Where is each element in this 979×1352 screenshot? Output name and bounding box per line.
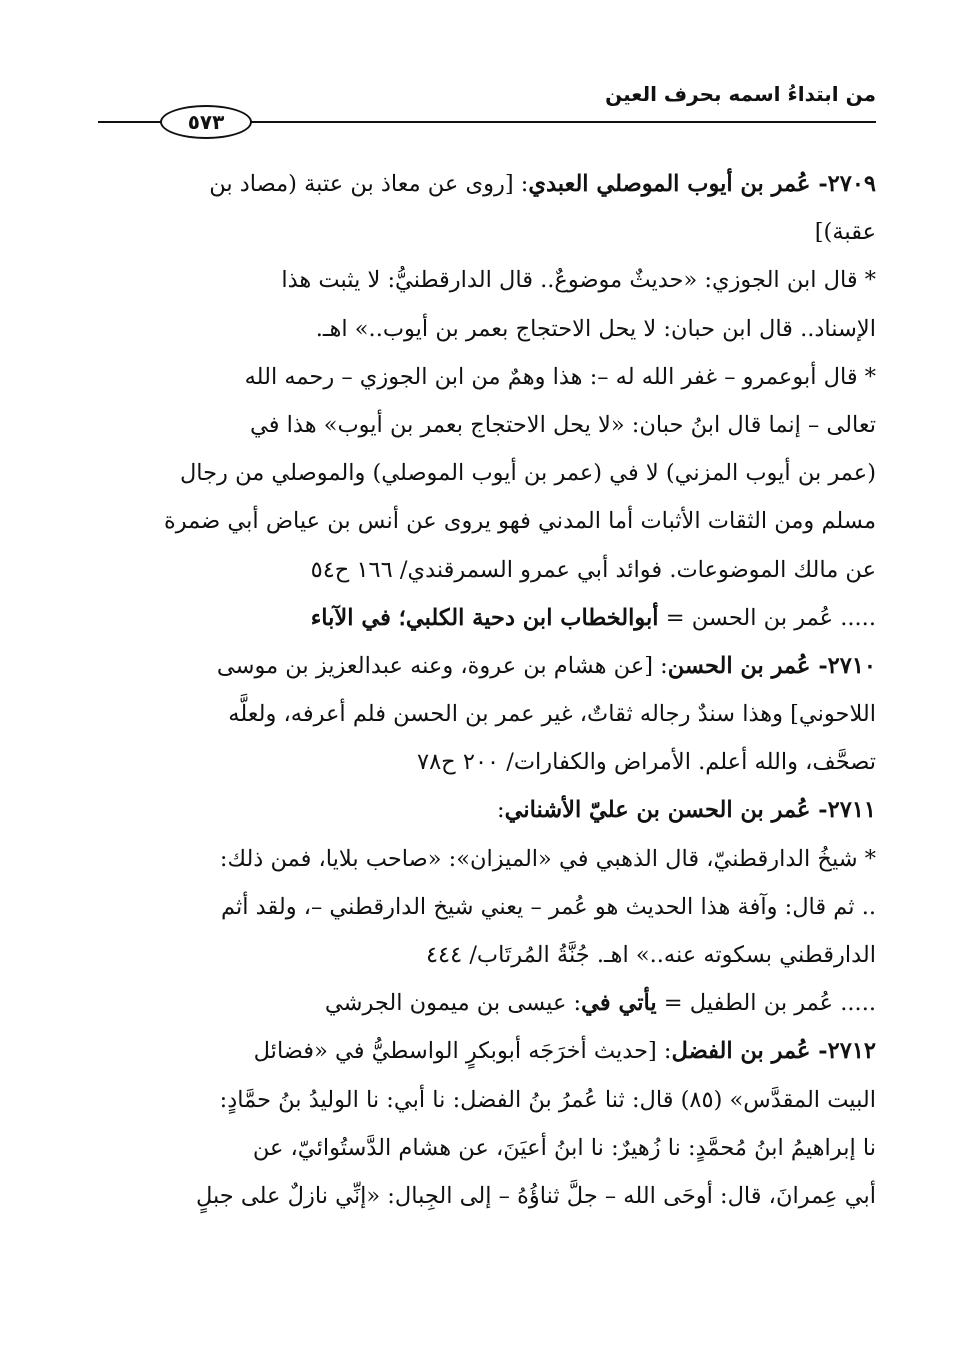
body-text: تصحَّف، والله أعلم. الأمراض والكفارات/ ٢٠٠ ح٧٨ [417,749,876,776]
text-line [98,642,876,690]
bold-heading-text: ٢٧١١- عُمر بن الحسن بن عليّ الأشناني [504,797,876,824]
text-line [98,1124,876,1172]
body-text: ..... عُمر بن الحسن = [658,604,876,631]
body-text: : [497,797,505,824]
text-line [98,690,876,738]
body-text: البيت المقدَّس» (٨٥) قال: ثنا عُمرُ بنُ الفضل: نا أبي: نا الوليدُ بنُ حمَّادٍ: [219,1086,876,1113]
text-line [98,208,876,256]
text-line [98,546,876,594]
text-line [98,931,876,979]
text-line [98,256,876,304]
text-line [98,738,876,786]
bold-heading-text: ٢٧١٠- عُمر بن الحسن [667,652,876,679]
body-text: : عيسى بن ميمون الجرشي [324,990,582,1017]
text-line [98,594,876,642]
body-text: عن مالك الموضوعات. فوائد أبي عمرو السمرقندي/ ١٦٦ ح٥٤ [310,556,876,583]
body-text: الإسناد.. قال ابن حبان: لا يحل الاحتجاج بعمر بن أيوب..» اهـ. [315,315,876,342]
body-text: تعالى – إنما قال ابنُ حبان: «لا يحل الاحتجاج بعمر بن أيوب» هذا في [249,411,876,438]
text-line [98,1172,876,1220]
page-header [98,78,876,138]
text-line [98,835,876,883]
body-text: الدارقطني بسكوته عنه..» اهـ. جُنَّةُ المُرتَاب/ ٤٤٤ [425,942,876,968]
body-text: (عمر بن أيوب المزني) لا في (عمر بن أيوب الموصلي) والموصلي من رجال [179,460,876,487]
text-line [98,497,876,545]
text-line [98,1027,876,1075]
text-line [98,979,876,1027]
body-text: مسلم ومن الثقات الأثبات أما المدني فهو يروى عن أنس بن عياض أبي ضمرة [163,508,876,535]
body-text: عقبة)] [814,219,876,246]
body-text: : [روى عن معاذ بن عتبة (مصاد بن [209,171,529,197]
text-line [98,883,876,931]
page-body [98,160,876,1220]
text-line [98,305,876,353]
text-line [98,401,876,449]
body-text: : [حديث أخرَجَه أبوبكرٍ الواسطيُّ في «فضائل [253,1038,672,1065]
body-text: * قال أبوعمرو – غفر الله له –: هذا وهمٌ من ابن الجوزي – رحمه الله [244,363,876,390]
body-text: .. ثم قال: وآفة هذا الحديث هو عُمر – يعني شيخ الدارقطني –، ولقد أثم [221,893,876,920]
body-text: : [عن هشام بن عروة، وعنه عبدالعزيز بن موسى [216,652,668,679]
running-title: من ابتداءُ اسمه بحرف العين [605,82,876,106]
body-text: أبي عِمرانَ، قال: أوحَى الله – جلَّ ثناؤُهُ – إلى الجِبال: «إنِّي نازلٌ على جبلٍ [195,1182,876,1209]
body-text: ..... عُمر بن الطفيل = [656,990,876,1017]
body-text: * شيخُ الدارقطنيّ، قال الذهبي في «الميزان»: «صاحب بلايا، فمن ذلك: [219,845,876,872]
page-number-badge: ٥٧٣ [160,105,252,139]
text-line [98,1076,876,1124]
text-line [98,786,876,834]
text-line [98,353,876,401]
body-text: اللاحوني] وهذا سندٌ رجاله ثقاتٌ، غير عمر بن الحسن فلم أعرفه، ولعلَّه [228,701,876,728]
bold-heading-text: يأتي في [581,990,657,1017]
bold-heading-text: ٢٧١٢- عُمر بن الفضل [671,1038,876,1065]
bold-heading-text: أبوالخطاب ابن دحية الكلبي؛ في الآباء [310,604,659,631]
body-text: نا إبراهيمُ ابنُ مُحمَّدٍ: نا زُهيرٌ: نا ابنُ أعيَنَ، عن هشام الدَّستُوائيّ، عن [252,1134,876,1161]
bold-heading-text: ٢٧٠٩- عُمر بن أيوب الموصلي العبدي [528,171,876,197]
text-line [98,160,876,208]
body-text: * قال ابن الجوزي: «حديثٌ موضوعٌ.. قال الدارقطنيُّ: لا يثبت هذا [281,267,876,294]
text-line [98,449,876,497]
